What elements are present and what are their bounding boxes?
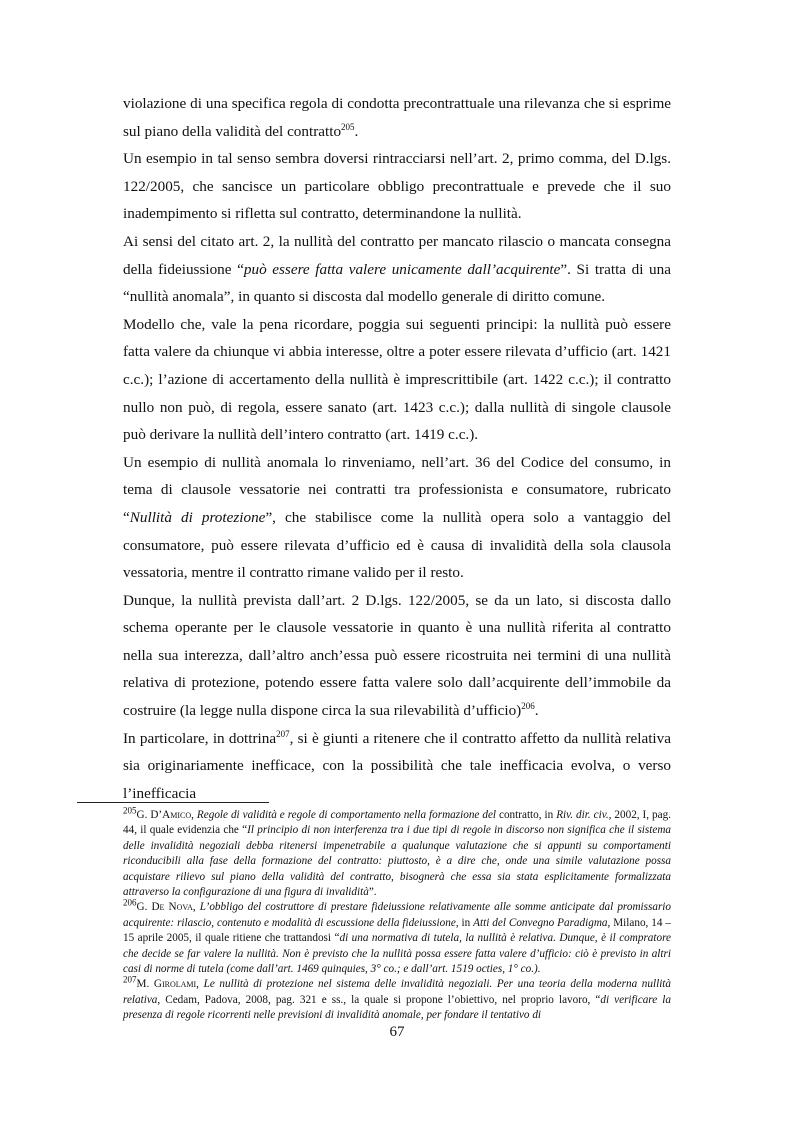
- paragraph-5: [123, 449, 671, 587]
- footnote-journal: Riv. dir. civ.: [556, 809, 609, 821]
- footnote-quote: di una normativa di tutela, la nullità è relativa. Dunque, è il compratore che decide se far valere la nullità. Non è previsto che la nullità possa essere fatta valere d’ufficio: ciò è previsto in altri casi di norme di tutela (come dall’art. 1469 quinquies, 3° co.; e dall’art. 1519 octies, 1° co.).: [123, 932, 672, 976]
- footnote-quote: di verificare la presenza di regole ricorrenti nelle previsioni di invalidità anomale, per fondare il tentativo di: [123, 993, 671, 1022]
- paragraph-3-text-b: ”. Si tratta di una “nullità anomala”, in quanto si discosta dal modello generale di diritto comune.: [123, 260, 671, 306]
- footnote-number: 205: [123, 805, 137, 816]
- footnote-separator-text: ,: [191, 809, 197, 821]
- footnote-end: ”.: [368, 886, 377, 899]
- footnote-author-smallcaps: e Nova: [159, 901, 193, 914]
- paragraph-7-text-b: , si è giunti a ritenere che il contratto affetto da nullità relativa sia originariamente inefficace, con la possibilità che tale inefficacia evolva, o verso l’inefficacia: [123, 729, 671, 802]
- paragraph-5-text-a: Un esempio di nullità anomala lo rinveniamo, nell’art. 36 del Codice del consumo, in tema di clausole vessatorie nei contratti tra professionista e consumatore, rubricato “: [123, 453, 671, 526]
- footnote-title-plain: contratto, in: [496, 809, 557, 821]
- footnote-ref-205[interactable]: 205: [341, 121, 355, 132]
- footnote: [123, 897, 672, 977]
- paragraph-6-text: Dunque, la nullità prevista dall’art. 2 D.lgs. 122/2005, se da un lato, si discosta dallo schema operante per le clausole vessatorie in quanto è una nullità riferita al contratto nella sua interezza, dall’altro anch’essa può essere ricostruita nei termini di una nullità relativa di protezione, potendo essere fatta valere solo dall’acquirente dell’immobile da costruire (la legge nulla dispone circa la sua rilevabilità d’ufficio): [123, 591, 671, 720]
- footnote-ref-206[interactable]: 206: [521, 701, 535, 711]
- paragraph-3-quote: può essere fatta valere unicamente dall’acquirente: [243, 260, 561, 278]
- footnote-quote: Il principio di non interferenza tra i due tipi di regole in discorso non significa che il sistema delle invalidità negoziali debba ritenersi impenetrabile a qualunque valutazione che si appunti su comportamenti riconducibili alla fase della formazione del contratto: piuttosto, è a dire che, onde una simile valutazione possa acquistare rilievo sul piano della validità del contratto, bisognerà che essa sia stata esplicitamente formalizzata attraverso la configurazione di una figura di invalidità: [123, 824, 672, 899]
- footnote-author: G. D’: [136, 809, 163, 821]
- paragraph-6: [123, 587, 671, 725]
- paragraph-1: [123, 90, 671, 145]
- footnote-title: Regole di validità e regole di comportamento nella formazione del: [196, 809, 497, 821]
- paragraph-2: Un esempio in tal senso sembra doversi rintracciarsi nell’art. 2, primo comma, del D.lgs. 122/2005, che sancisce un particolare obbligo precontrattuale e prevede che il suo inadempimento si rifletta sul contratto, determinandone la nullità.: [123, 150, 671, 223]
- footnote-number: 206: [123, 897, 137, 908]
- footnote: [123, 805, 672, 900]
- footnote-author-smallcaps: irolami: [161, 978, 197, 991]
- paragraph-3-text-a: Ai sensi del citato art. 2, la nullità del contratto per mancato rilascio o mancata consegna della fideiussione “: [123, 232, 671, 278]
- footnote-ref-207[interactable]: 207: [276, 728, 290, 739]
- footnote-number: 207: [123, 974, 137, 985]
- footnote-reference: , Milano, 14 – 15 aprile 2005, il quale ritiene che trattandosi “: [123, 916, 671, 945]
- footnote-separator: [77, 802, 269, 803]
- footnote-author: M. G: [136, 978, 162, 991]
- body-text: [123, 90, 671, 807]
- paragraph-4: Modello che, vale la pena ricordare, poggia sui seguenti principi: la nullità può essere fatta valere da chiunque vi abbia interesse, oltre a poter essere rilevata d’ufficio (art. 1421 c.c.); l’azione di accertamento della nullità è imprescrittibile (art. 1422 c.c.); il contratto nullo non può, di regola, essere sanato (art. 1423 c.c.); dalla nullità di singole clausole può derivare la nullità dell’intero contratto (art. 1419 c.c.).: [123, 315, 671, 444]
- page-number: 67: [389, 1024, 405, 1040]
- paragraph-5-rubric: Nullità di protezione: [129, 508, 266, 526]
- footnote-separator-text: ,: [192, 901, 200, 914]
- footnote-title-plain: , in: [455, 916, 474, 929]
- footnote-reference: , 2002, I, pag. 44, il quale evidenzia che “: [123, 809, 671, 837]
- footnote: [123, 974, 672, 1023]
- footnote-title: L’obbligo del costruttore di prestare fideiussione relativamente alle somme anticipate dal promissario acquirente: rilascio, contenuto e modalità di escussione della fideiussione: [123, 901, 671, 929]
- footnote-author: G. D: [136, 901, 160, 914]
- paragraph-1-text: violazione di una specifica regola di condotta precontrattuale una rilevanza che si esprime sul piano della validità del contratto: [123, 95, 671, 140]
- footnote-separator-text: ,: [196, 978, 204, 991]
- paragraph-6-end: .: [534, 702, 539, 720]
- footnote-title: Le nullità di protezione nel sistema delle invalidità negoziali. Per una teoria della moderna nullità relativa: [123, 978, 672, 1006]
- footnote-title-plain: , Cedam, Padova, 2008, pag. 321 e ss., la quale si propone l’obiettivo, nel proprio lavoro, “: [157, 993, 601, 1006]
- paragraph-7-text-a: In particolare, in dottrina: [123, 729, 277, 747]
- footnote-journal: Atti del Convegno Paradigma: [473, 916, 608, 929]
- paragraph-5-text-b: ”, che stabilisce come la nullità opera solo a vantaggio del consumatore, può essere rilevata d’ufficio ed è causa di invalidità della sola clausola vessatoria, mentre il contratto rimane valido per il resto.: [123, 508, 672, 582]
- footnote-author-smallcaps: Amico: [162, 809, 192, 821]
- paragraph-3: [123, 228, 671, 311]
- paragraph-7: [123, 725, 671, 808]
- paragraph-1-end: .: [354, 122, 359, 140]
- footnotes: [123, 805, 672, 1024]
